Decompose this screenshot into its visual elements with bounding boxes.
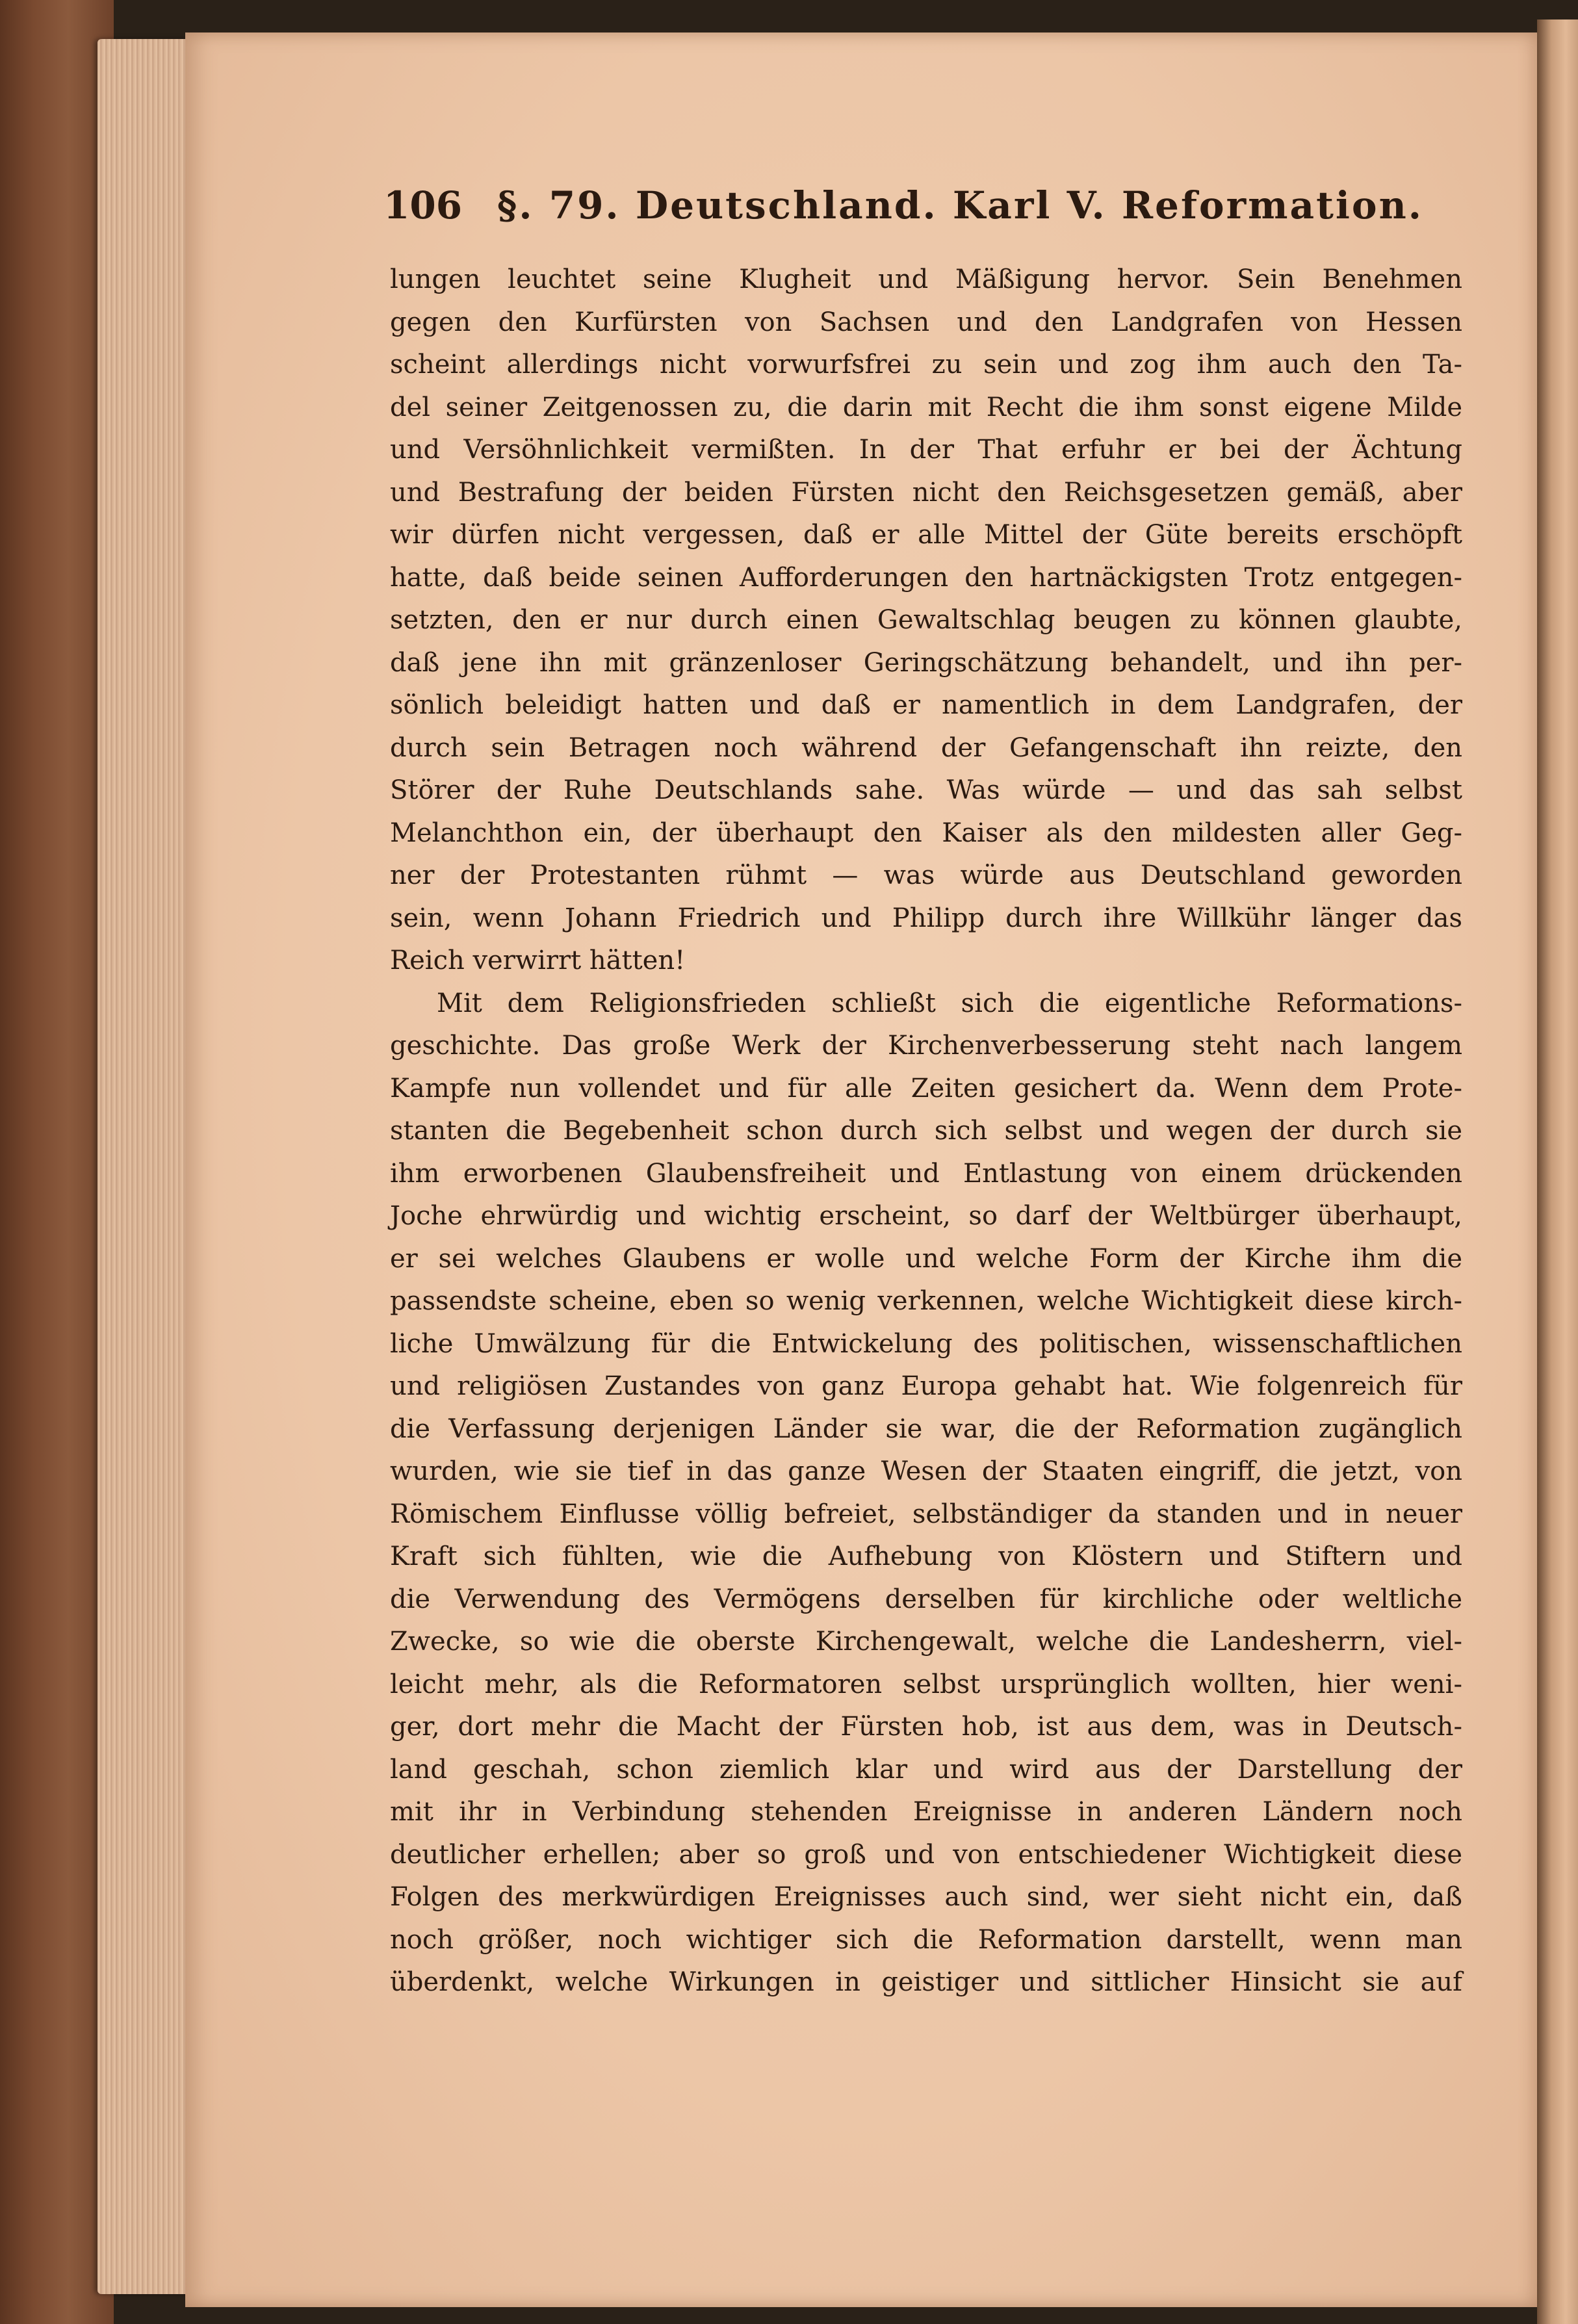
text-line: Kampfe nun vollendet und für alle Zeiten gesichert da. Wenn dem Prote-	[390, 1073, 1462, 1104]
text-line: und religiösen Zustandes von ganz Europa gehabt hat. Wie folgenreich für	[390, 1371, 1462, 1401]
text-line: passendste scheine, eben so wenig verkennen, welche Wichtigkeit diese kirch-	[390, 1286, 1462, 1316]
body-text	[390, 259, 1462, 2004]
text-line: wurden, wie sie tief in das ganze Wesen der Staaten eingriff, die jetzt, von	[390, 1456, 1462, 1486]
text-line: deutlicher erhellen; aber so groß und von entschiedener Wichtigkeit diese	[390, 1839, 1462, 1870]
text-line: Störer der Ruhe Deutschlands sahe. Was würde — und das sah selbst	[390, 775, 1462, 805]
text-line: gegen den Kurfürsten von Sachsen und den Landgrafen von Hessen	[390, 307, 1462, 337]
text-line: lungen leuchtet seine Klugheit und Mäßigung hervor. Sein Benehmen	[390, 265, 1462, 294]
running-head: §. 79. Deutschland. Karl V. Reformation.	[497, 183, 1423, 227]
text-line: mit ihr in Verbindung stehenden Ereignisse in anderen Ländern noch	[390, 1797, 1462, 1827]
text-line: noch größer, noch wichtiger sich die Reformation darstellt, wenn man	[390, 1924, 1462, 1955]
text-line: und Versöhnlichkeit vermißten. In der That erfuhr er bei der Ächtung	[390, 435, 1462, 465]
text-line: Reich verwirrt hätten!	[390, 946, 686, 975]
text-line: liche Umwälzung für die Entwickelung des politischen, wissenschaftlichen	[390, 1328, 1462, 1359]
text-line: stanten die Begebenheit schon durch sich selbst und wegen der durch sie	[390, 1116, 1462, 1146]
text-line: die Verwendung des Vermögens derselben für kirchliche oder weltliche	[390, 1584, 1462, 1614]
text-line: durch sein Betragen noch während der Gefangenschaft ihn reizte, den	[390, 732, 1462, 763]
text-line: hatte, daß beide seinen Aufforderungen den hartnäckigsten Trotz entgegen-	[390, 562, 1462, 593]
text-line: Joche ehrwürdig und wichtig erscheint, so darf der Weltbürger überhaupt,	[390, 1201, 1462, 1231]
text-line: Folgen des merkwürdigen Ereignisses auch sind, wer sieht nicht ein, daß	[390, 1882, 1462, 1912]
text-line: daß jene ihn mit gränzenloser Geringschätzung behandelt, und ihn per-	[390, 647, 1462, 678]
page-header	[383, 183, 1488, 235]
text-line: Mit dem Religionsfrieden schließt sich die eigentliche Reformations-	[437, 988, 1462, 1018]
text-line: ner der Protestanten rühmt — was würde aus Deutschland geworden	[390, 860, 1462, 890]
text-line: land geschah, schon ziemlich klar und wird aus der Darstellung der	[390, 1754, 1462, 1785]
text-line: Melanchthon ein, der überhaupt den Kaiser als den mildesten aller Geg-	[390, 818, 1462, 848]
facing-page-edge	[1537, 19, 1578, 2324]
text-line: leicht mehr, als die Reformatoren selbst ursprünglich wollten, hier weni-	[390, 1669, 1462, 1699]
text-line: und Bestrafung der beiden Fürsten nicht den Reichsgesetzen gemäß, aber	[390, 477, 1462, 508]
text-line: er sei welches Glaubens er wolle und welche Form der Kirche ihm die	[390, 1243, 1462, 1274]
text-line: überdenkt, welche Wirkungen in geistiger und sittlicher Hinsicht sie auf	[390, 1967, 1462, 1997]
text-line: sönlich beleidigt hatten und daß er namentlich in dem Landgrafen, der	[390, 690, 1462, 720]
text-line: wir dürfen nicht vergessen, daß er alle Mittel der Güte bereits erschöpft	[390, 520, 1462, 550]
text-line: sein, wenn Johann Friedrich und Philipp durch ihre Willkühr länger das	[390, 903, 1462, 933]
text-line: ihm erworbenen Glaubensfreiheit und Entlastung von einem drückenden	[390, 1158, 1462, 1189]
text-line: Kraft sich fühlten, wie die Aufhebung von Klöstern und Stiftern und	[390, 1542, 1462, 1571]
book-cover-edge	[0, 0, 114, 2324]
text-line: del seiner Zeitgenossen zu, die darin mit Recht die ihm sonst eigene Milde	[390, 392, 1462, 422]
text-line: scheint allerdings nicht vorwurfsfrei zu sein und zog ihm auch den Ta-	[390, 350, 1462, 380]
text-line: Römischem Einflusse völlig befreiet, selbständiger da standen und in neuer	[390, 1499, 1462, 1529]
text-line: Zwecke, so wie die oberste Kirchengewalt, welche die Landesherrn, viel-	[390, 1627, 1462, 1657]
text-line: setzten, den er nur durch einen Gewaltschlag beugen zu können glaubte,	[390, 605, 1462, 635]
text-line: ger, dort mehr die Macht der Fürsten hob, ist aus dem, was in Deutsch-	[390, 1712, 1462, 1742]
page-number: 106	[383, 183, 463, 227]
text-line: geschichte. Das große Werk der Kirchenverbesserung steht nach langem	[390, 1031, 1462, 1061]
text-line: die Verfassung derjenigen Länder sie war, die der Reformation zugänglich	[390, 1414, 1462, 1444]
